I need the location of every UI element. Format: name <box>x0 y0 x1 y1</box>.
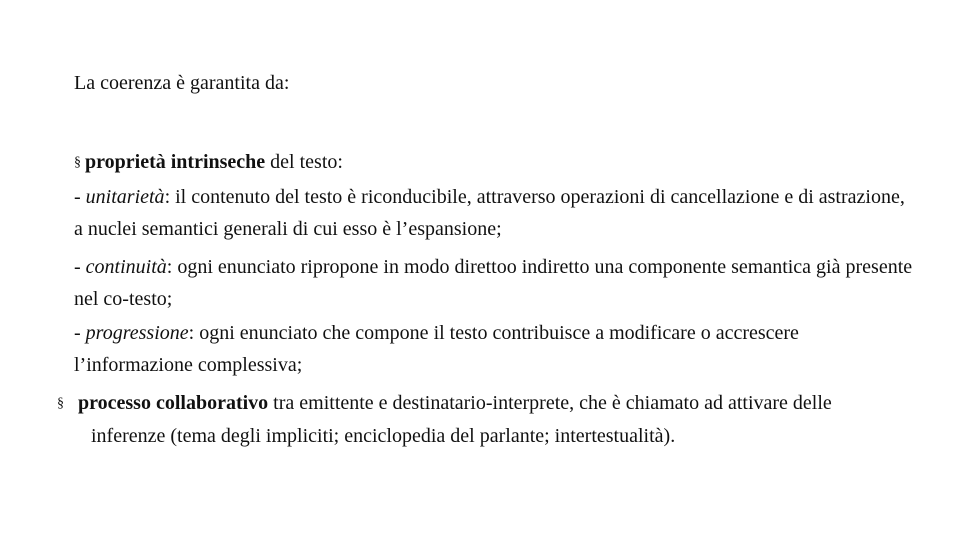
sub-item-unitarieta <box>74 181 914 245</box>
definition-continuita: : ogni enunciato ripropone in modo direttoo indiretto una componente semantica già presente nel co-testo; <box>74 256 913 310</box>
definition-unitarieta: : il contenuto del testo è riconducibile, attraverso operazioni di cancellazione e di astrazione, a nuclei semantici generali di cui esso è l’espansione; <box>74 186 905 240</box>
bullet-item-text: tra emittente e destinatario-interprete, che è chiamato ad attivare delle inferenze (tema degli impliciti; enciclopedia del parlante; intertestualità). <box>91 392 832 447</box>
bullet-item-collaborative: § processo collaborativo tra emittente e destinatario-interprete, che è chiamato ad attivare delle inferenze (tema degli impliciti; enciclopedia del parlante; intertestualità). <box>57 392 832 447</box>
bullet-item-intrinsic <box>74 146 343 179</box>
dash: - <box>74 322 86 344</box>
bullet-square-icon: § <box>74 155 81 170</box>
sub-item-progressione <box>74 317 914 381</box>
dash: - <box>74 256 86 278</box>
bullet-item-bold: processo collaborativo <box>78 392 269 414</box>
term-unitarieta: unitarietà <box>85 186 165 208</box>
bullet-item-bold: proprietà intrinseche <box>85 151 266 173</box>
definition-progressione: : ogni enunciato che compone il testo contribuisce a modificare o accrescere l’informazione complessiva; <box>74 322 799 376</box>
term-continuita: continuità <box>85 256 167 278</box>
slide-heading: La coerenza è garantita da: <box>74 72 290 94</box>
dash: - <box>74 186 86 208</box>
bullet-item-text: del testo: <box>265 151 343 173</box>
sub-item-continuita <box>74 251 914 315</box>
term-progressione: progressione <box>85 322 189 344</box>
